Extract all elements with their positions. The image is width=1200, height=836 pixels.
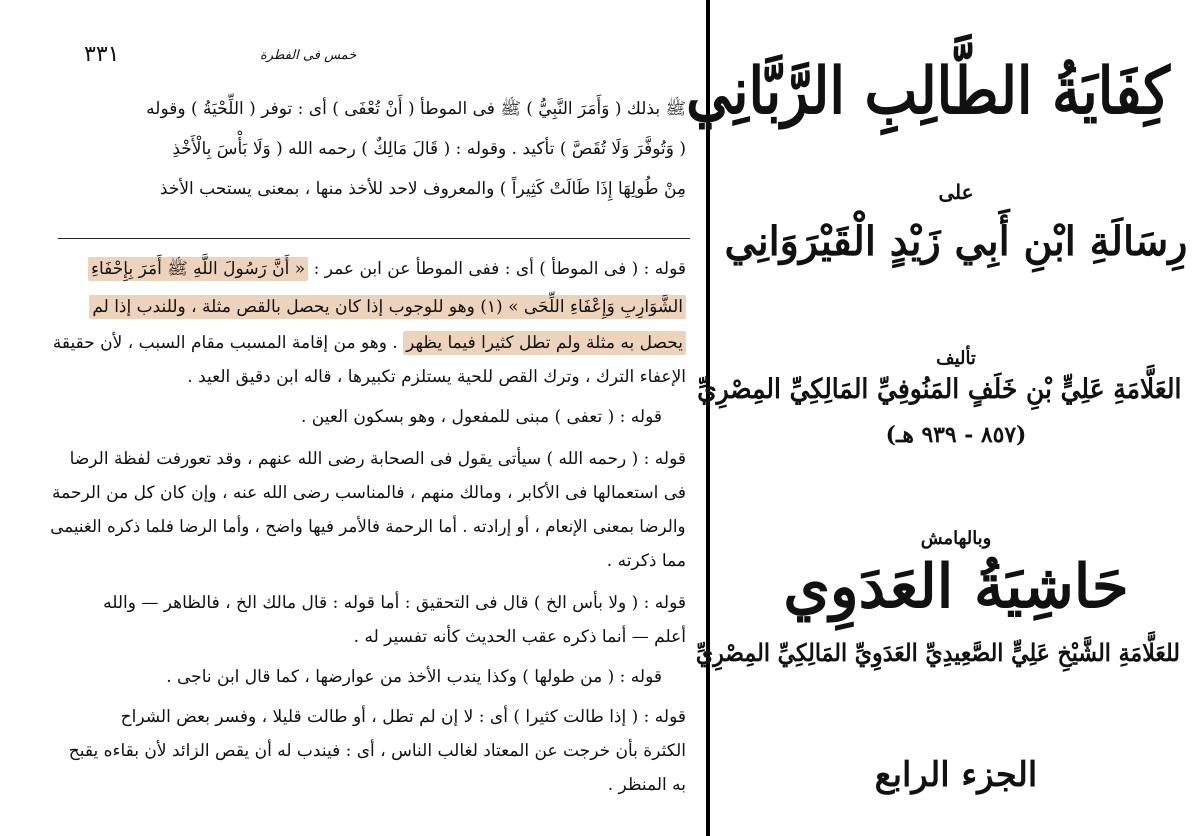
page-number: ٣٣١ bbox=[84, 42, 120, 67]
volume-label: الجزء الرابع bbox=[874, 755, 1038, 795]
commentary-line bbox=[89, 296, 686, 318]
commentary-line: قوله : ( فى الموطأ ) أى : ففى الموطأ عن ابن عمر : « أَنَّ رَسُولَ اللَّهِ ﷺ أَمَرَ بِإِحْفَاءِ bbox=[88, 258, 686, 280]
commentary bbox=[46, 252, 686, 812]
right-page bbox=[686, 0, 1200, 836]
main-text-line: ( وَتُوفَّرَ وَلَا تُقَصَّ ) تأكيد . وقوله : ( قَالَ مَالِكٌ ) رحمه الله ( وَلَا بَأْسَ بِالْأَخْذِ bbox=[172, 139, 686, 159]
commentary-line: قوله : ( ولا بأس الخ ) قال فى التحقيق : أما قوله : قال مالك الخ ، فالظاهر — والله bbox=[103, 593, 686, 613]
highlighted-text: الشَّوَارِبِ وَإِعْفَاءِ اللِّحَى » (١) وهو للوجوب إذا كان يحصل بالقص مثلة ، وللندب إذا لم bbox=[89, 295, 686, 319]
authored-by-label: تأليف bbox=[936, 348, 976, 369]
commentary-line: الإعفاء الترك ، وترك القص للحية يستلزم تكبيرها ، قاله ابن دقيق العيد . bbox=[187, 367, 686, 387]
commentary-line: قوله : ( من طولها ) وكذا يندب الأخذ من عوارضها ، كما قال ابن ناجى . bbox=[166, 667, 662, 687]
author-name: العَلَّامَةِ عَلِيٍّ بْنِ خَلَفٍ المَنُوفِيِّ المَالِكِيِّ المِصْرِيِّ bbox=[697, 374, 1182, 405]
commentary-line: به المنظر . bbox=[607, 775, 686, 795]
highlighted-text: « أَنَّ رَسُولَ اللَّهِ ﷺ أَمَرَ بِإِحْفَاءِ bbox=[88, 257, 308, 281]
subtitle: رِسَالَةِ ابْنِ أَبِي زَيْدٍ الْقَيْرَوَانِي bbox=[724, 218, 1188, 265]
main-text-line: مِنْ طُولِهَا إِذَا طَالَتْ كَثِيراً ) والمعروف لاحد للأخذ منها ، بمعنى يستحب الأخذ bbox=[159, 179, 686, 199]
footnote-rule bbox=[58, 238, 690, 239]
margin-label: وبالهامش bbox=[920, 528, 992, 549]
commentary-author: للعَلَّامَةِ الشَّيْخِ عَلِيٍّ الصَّعِيدِيِّ العَدَوِيِّ المَالِكِيِّ المِصْرِيِّ bbox=[695, 638, 1180, 667]
title-connector: على bbox=[938, 180, 974, 204]
commentary-line: الكثرة بأن خرجت عن المعتاد لغالب الناس ، أى : فيندب له أن يقص الزائد لأن بقاءه يقبح bbox=[68, 741, 686, 761]
commentary-line: قوله : ( رحمه الله ) سيأتى يقول فى الصحابة رضى الله عنهم ، وقد تعورفت لفظة الرضا bbox=[69, 449, 686, 469]
main-text-line: ﷺ بذلك ( وَأَمَرَ النَّبِيُّ ) ﷺ فى الموطأ ( أَنْ تُعْفَى ) أى : توفر ( اللِّحْيَةُ ) وقوله bbox=[146, 99, 686, 119]
commentary-line: قوله : ( تعفى ) مبنى للمفعول ، وهو بسكون العين . bbox=[300, 407, 662, 427]
commentary-line: قوله : ( إذا طالت كثيرا ) أى : لا إن لم تطل ، أو طالت قليلا ، وفسر بعض الشراح bbox=[120, 707, 686, 727]
author-dates: (٨٥٧ - ٩٣٩ هـ) bbox=[885, 422, 1027, 448]
commentary-line: أعلم — أنما ذكره عقب الحديث كأنه تفسير له . bbox=[353, 627, 686, 647]
book-title: كِفَايَةُ الطَّالِبِ الرَّبَّانِي bbox=[686, 54, 1170, 129]
highlighted-text: يحصل به مثلة ولم تطل كثيرا فيما يظهر bbox=[403, 331, 686, 355]
commentary-line: والرضا بمعنى الإنعام ، أو إرادته . أما الرحمة فالأمر فيها واضح ، وأما الرضا فلما ذكره الغنيمى bbox=[50, 517, 686, 537]
main-text bbox=[46, 96, 686, 216]
commentary-title: حَاشِيَةُ العَدَوِي bbox=[783, 552, 1129, 622]
commentary-line: مما ذكرته . bbox=[606, 551, 686, 571]
commentary-line: فى استعمالها فى الأكابر ، ومالك منهم ، فالمناسب رضى الله عنه ، وإن كان كل من الرحمة bbox=[52, 483, 686, 503]
running-head: خمس فى الفطرة bbox=[260, 48, 357, 63]
commentary-line: يحصل به مثلة ولم تطل كثيرا فيما يظهر . وهو من إقامة المسبب مقام السبب ، لأن حقيقة bbox=[53, 332, 686, 354]
